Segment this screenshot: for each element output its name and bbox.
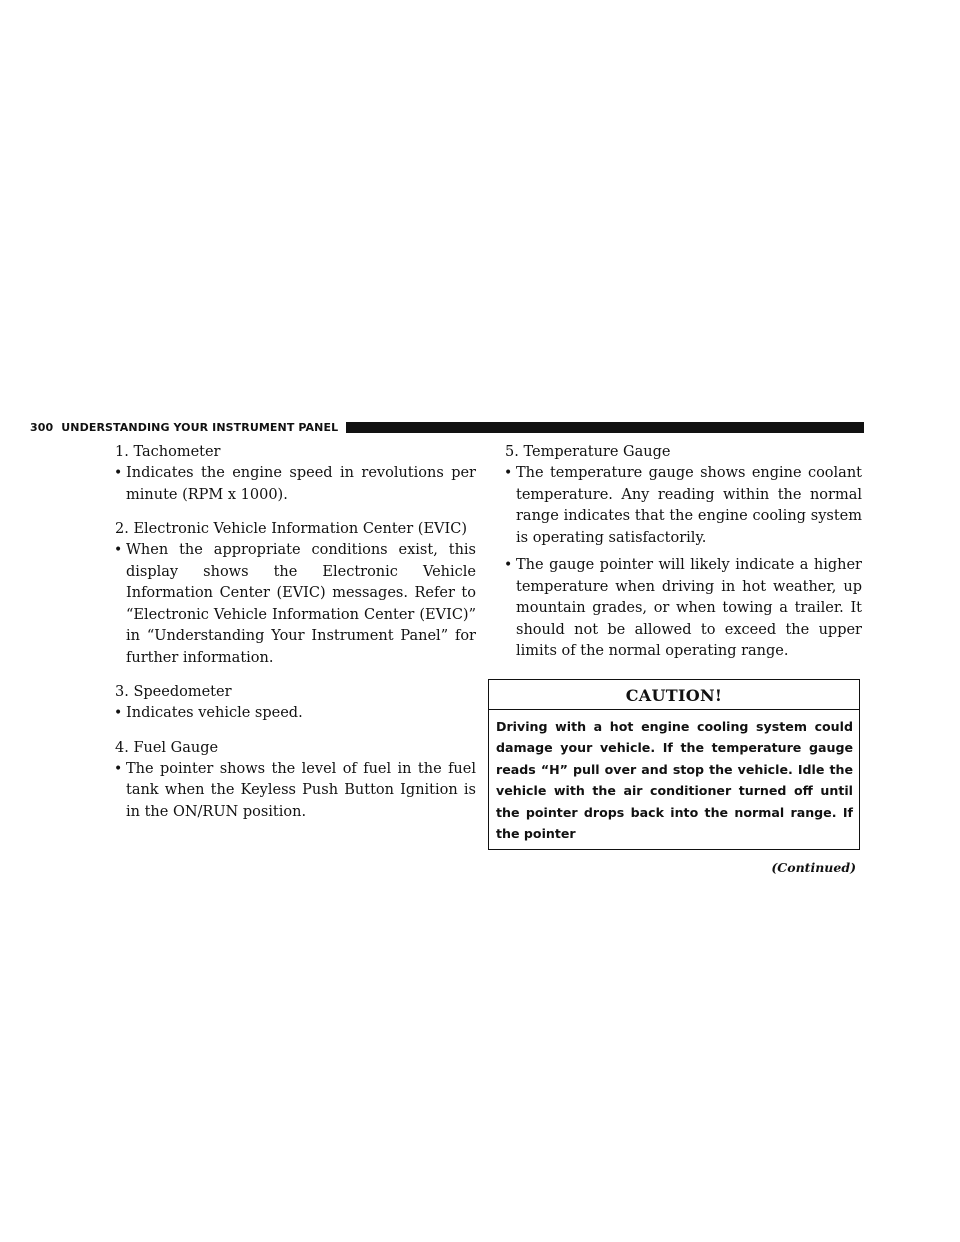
section-title: UNDERSTANDING YOUR INSTRUMENT PANEL [61, 420, 339, 434]
item-title: 5. Temperature Gauge [505, 444, 671, 460]
left-column [98, 441, 476, 835]
bullet-point [98, 703, 476, 725]
page-header [30, 420, 864, 434]
bullet-point [488, 463, 862, 549]
list-item-temperature-gauge [488, 441, 862, 663]
list-item-fuel-gauge [98, 737, 476, 824]
bullet-icon: • [114, 705, 123, 721]
caution-body: Driving with a hot engine cooling system could damage your vehicle. If the temperature gauge reads “H” pull over and stop the vehicle. Idle the vehicle with the air conditioner turned off until the pointer drops back into the normal range. If the pointer [496, 718, 853, 842]
bullet-point [98, 759, 476, 824]
bullet-text: The gauge pointer will likely indicate a higher temperature when driving in hot weather, up mountain grades, or when towing a trailer. It should not be allowed to exceed the upper limits of the normal operating range. [516, 557, 862, 659]
bullet-point [488, 555, 862, 663]
header-rule-bar [346, 422, 864, 433]
bullet-text: Indicates vehicle speed. [126, 705, 303, 721]
page-number: 300 [30, 420, 54, 434]
list-item-tachometer [98, 441, 476, 506]
right-column [488, 441, 862, 875]
bullet-point [98, 463, 476, 506]
bullet-icon: • [504, 465, 513, 481]
continued-label: (Continued) [771, 860, 856, 876]
caution-box [488, 679, 860, 851]
item-title: 1. Tachometer [115, 444, 221, 460]
list-item-evic [98, 518, 476, 669]
bullet-icon: • [114, 465, 123, 481]
bullet-text: Indicates the engine speed in revolutions per minute (RPM x 1000). [126, 465, 476, 503]
caution-heading: CAUTION! [489, 680, 859, 710]
bullet-icon: • [114, 542, 123, 558]
item-title: 2. Electronic Vehicle Information Center (EVIC) [115, 521, 467, 537]
bullet-point [98, 540, 476, 669]
bullet-icon: • [114, 760, 123, 777]
bullet-text: When the appropriate conditions exist, this display shows the Electronic Vehicle Information Center (EVIC) messages. Refer to “Electronic Vehicle Information Center (EVIC)” in “Understanding Your Instrument Panel” for further information. [126, 542, 476, 666]
list-item-speedometer [98, 681, 476, 725]
item-title: 3. Speedometer [115, 684, 232, 700]
bullet-icon: • [504, 557, 513, 573]
bullet-text: The pointer shows the level of fuel in the fuel tank when the Keyless Push Button Ignition is in the ON/RUN position. [126, 760, 476, 820]
bullet-text: The temperature gauge shows engine coolant temperature. Any reading within the normal range indicates that the engine cooling system is operating satisfactorily. [516, 465, 862, 546]
item-title: 4. Fuel Gauge [115, 739, 219, 756]
